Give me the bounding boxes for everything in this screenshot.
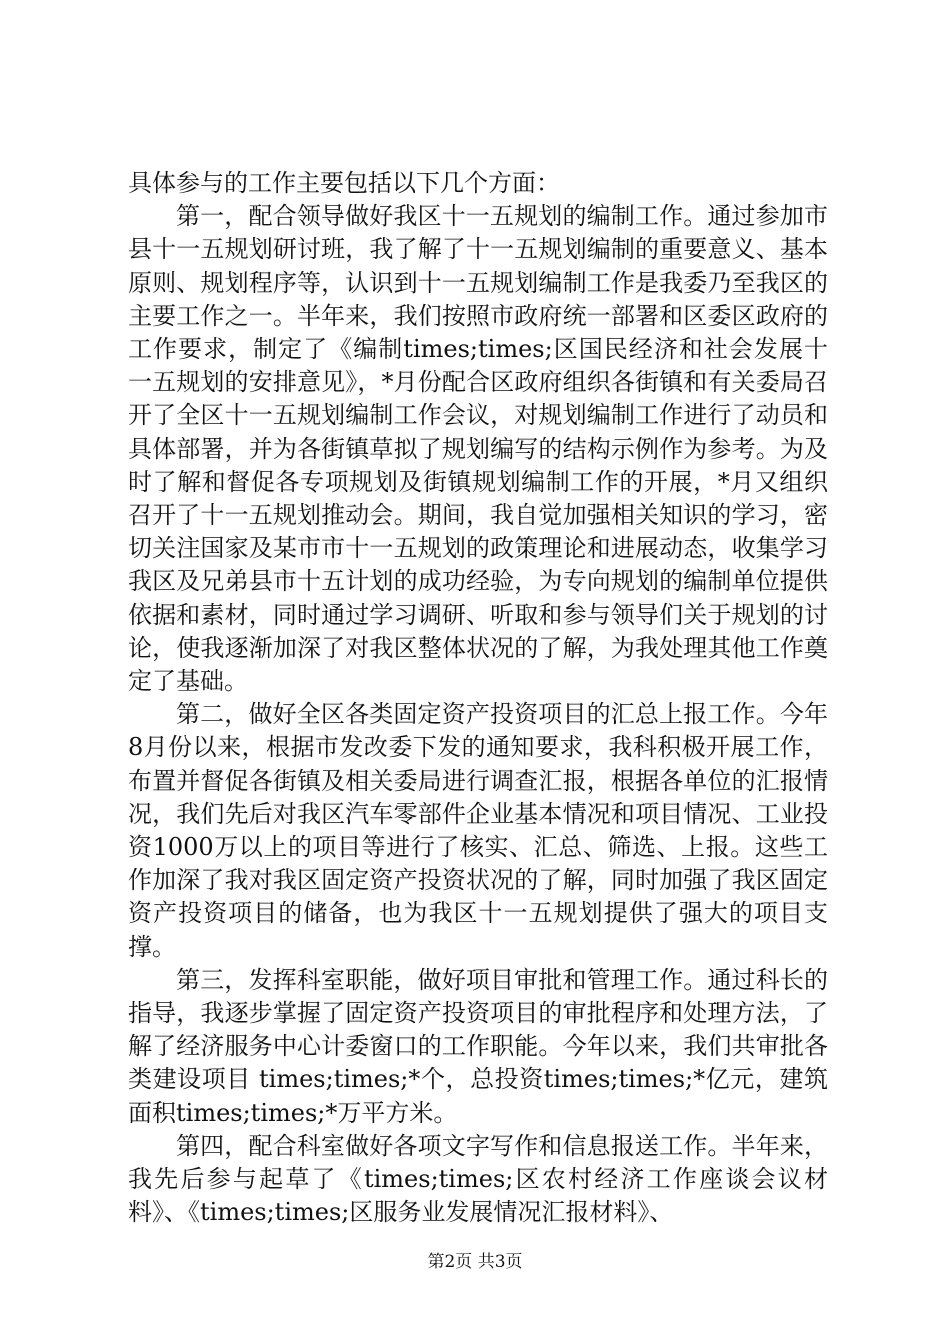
paragraph-second: 第二，做好全区各类固定资产投资项目的汇总上报工作。今年8月份以来，根据市发改委下发的通知要求，我科积极开展工作，布置并督促各街镇及相关委局进行调查汇报，根据各单位的汇报情况，我们先后对我区汽车零部件企业基本情况和项目情况、工业投资1000万以上的项目等进行了核实、汇总、筛选、上报。这些工作加深了我对我区固定资产投资状况的了解，同时加强了我区固定资产投资项目的储备，也为我区十一五规划提供了强大的项目支撑。 [128,700,828,961]
paragraph-third: 第三，发挥科室职能，做好项目审批和管理工作。通过科长的指导，我逐步掌握了固定资产投资项目的审批程序和处理方法，了解了经济服务中心计委窗口的工作职能。今年以来，我们共审批各类建设项目 times;times;*个，总投资times;times;*亿元，建筑面积times;times;*万平方米。 [128,965,828,1127]
document-body [128,167,828,1230]
paragraph-intro: 具体参与的工作主要包括以下几个方面： [128,169,560,197]
page-footer: 第2页 共3页 [427,1252,523,1272]
paragraph-fourth: 第四，配合科室做好各项文字写作和信息报送工作。半年来，我先后参与起草了《times;times;区农村经济工作座谈会议材料》、《times;times;区服务业发展情况汇报材料》、 [128,1131,828,1227]
paragraph-first: 第一，配合领导做好我区十一五规划的编制工作。通过参加市县十一五规划研讨班，我了解了十一五规划编制的重要意义、基本原则、规划程序等，认识到十一五规划编制工作是我委乃至我区的主要工作之一。半年来，我们按照市政府统一部署和区委区政府的工作要求，制定了《编制times;times;区国民经济和社会发展十一五规划的安排意见》，*月份配合区政府组织各街镇和有关委局召开了全区十一五规划编制工作会议，对规划编制工作进行了动员和具体部署，并为各街镇草拟了规划编写的结构示例作为参考。为及时了解和督促各专项规划及街镇规划编制工作的开展，*月又组织召开了十一五规划推动会。期间，我自觉加强相关知识的学习，密切关注国家及某市市十一五规划的政策理论和进展动态，收集学习我区及兄弟县市十五计划的成功经验，为专向规划的编制单位提供依据和素材，同时通过学习调研、听取和参与领导们关于规划的讨论，使我逐渐加深了对我区整体状况的了解，为我处理其他工作奠定了基础。 [128,202,828,696]
